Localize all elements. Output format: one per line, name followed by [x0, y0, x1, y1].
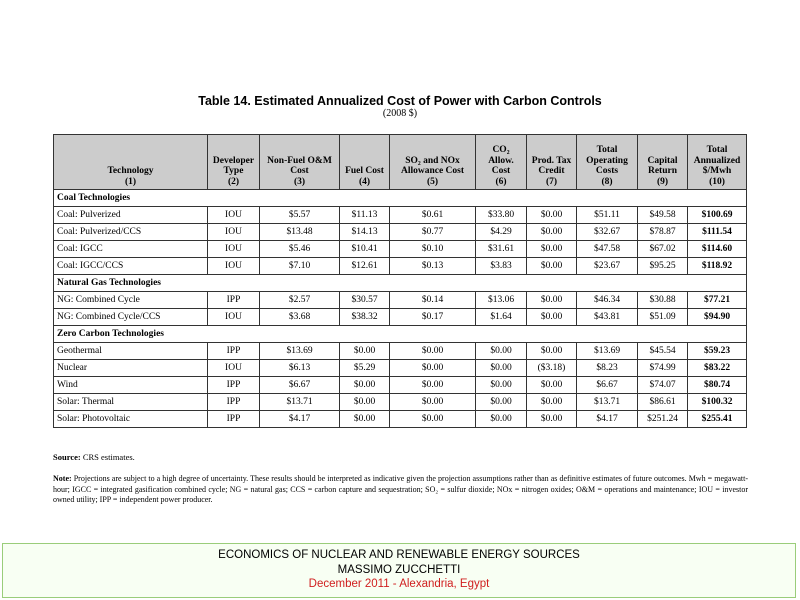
- table-cell: $0.00: [527, 343, 577, 360]
- table-cell: $13.71: [577, 394, 638, 411]
- table-cell: $0.00: [390, 411, 476, 428]
- table-row: [54, 224, 747, 241]
- table-cell: $7.10: [260, 258, 340, 275]
- table-row: [54, 241, 747, 258]
- table-title: Table 14. Estimated Annualized Cost of Power with Carbon Controls: [198, 94, 602, 108]
- header-cell: Total Annualized $/Mwh (10): [688, 135, 747, 190]
- technology-cell: Coal: Pulverized/CCS: [54, 224, 208, 241]
- table-cell: $0.61: [390, 207, 476, 224]
- table-row: [54, 394, 747, 411]
- table-cell: IOU: [208, 207, 260, 224]
- table-cell: $47.58: [577, 241, 638, 258]
- source-line: [53, 452, 135, 462]
- table-cell: $94.90: [688, 309, 747, 326]
- table-cell: $0.00: [340, 394, 390, 411]
- table-cell: $0.00: [527, 292, 577, 309]
- table-cell: $33.80: [476, 207, 527, 224]
- section-row: [54, 326, 747, 343]
- technology-cell: NG: Combined Cycle/CCS: [54, 309, 208, 326]
- header-row: [54, 135, 747, 190]
- table-cell: $4.17: [260, 411, 340, 428]
- table-cell: IOU: [208, 241, 260, 258]
- table-cell: $6.67: [577, 377, 638, 394]
- table-cell: $100.69: [688, 207, 747, 224]
- technology-cell: Nuclear: [54, 360, 208, 377]
- table-cell: $2.57: [260, 292, 340, 309]
- section-label: Natural Gas Technologies: [54, 275, 747, 292]
- source-text: CRS estimates.: [82, 452, 135, 462]
- table-cell: $30.57: [340, 292, 390, 309]
- table-subtitle: (2008 $): [382, 108, 418, 119]
- section-row: [54, 275, 747, 292]
- table-cell: $0.00: [527, 411, 577, 428]
- technology-cell: Wind: [54, 377, 208, 394]
- table-cell: $67.02: [638, 241, 688, 258]
- table-cell: $6.13: [260, 360, 340, 377]
- note-text: Projections are subject to a high degree of uncertainty. These results should be interpreted as indicative given the projection assumptions rather than as definitive estimates of future outcomes. Mwh = megawatt-hour; IGCC = integrated gasification combined cycle; NG = natural gas; CCS = carbon capture and sequestration; SO₂ = sulfur dioxide; NOx = nitrogen oxides; O&M = operations and maintenance; IOU = investor owned utility; IPP = independent power producer.: [53, 474, 749, 504]
- table-cell: $0.00: [527, 241, 577, 258]
- header-cell: Technology (1): [54, 135, 208, 190]
- table-cell: $0.00: [527, 309, 577, 326]
- table-cell: $11.13: [340, 207, 390, 224]
- table-cell: $74.07: [638, 377, 688, 394]
- technology-cell: Solar: Thermal: [54, 394, 208, 411]
- table-cell: $0.14: [390, 292, 476, 309]
- table-cell: $49.58: [638, 207, 688, 224]
- table-cell: $77.21: [688, 292, 747, 309]
- header-cell: Prod. Tax Credit (7): [527, 135, 577, 190]
- table-cell: $0.00: [390, 343, 476, 360]
- table-row: [54, 343, 747, 360]
- table-cell: IPP: [208, 292, 260, 309]
- table-cell: $0.00: [390, 377, 476, 394]
- header-cell: Fuel Cost (4): [340, 135, 390, 190]
- table-cell: IOU: [208, 309, 260, 326]
- table-cell: IOU: [208, 224, 260, 241]
- table-cell: $5.29: [340, 360, 390, 377]
- table-cell: IPP: [208, 377, 260, 394]
- cost-table: [53, 134, 747, 428]
- footer-date-location: December 2011 - Alexandria, Egypt: [308, 578, 490, 590]
- table-cell: $95.25: [638, 258, 688, 275]
- table-cell: $0.77: [390, 224, 476, 241]
- table-cell: $80.74: [688, 377, 747, 394]
- header-cell: SO₂ and NOx Allowance Cost (5): [390, 135, 476, 190]
- table-cell: $0.00: [527, 207, 577, 224]
- table-cell: IOU: [208, 360, 260, 377]
- table-cell: $3.83: [476, 258, 527, 275]
- table-cell: $3.68: [260, 309, 340, 326]
- note-paragraph: [53, 474, 748, 506]
- table-cell: $13.71: [260, 394, 340, 411]
- table-cell: $0.00: [476, 394, 527, 411]
- table-cell: $0.00: [476, 377, 527, 394]
- source-label: Source:: [53, 452, 81, 462]
- table-row: [54, 292, 747, 309]
- table-cell: IPP: [208, 343, 260, 360]
- table-cell: $114.60: [688, 241, 747, 258]
- table-row: [54, 258, 747, 275]
- table-cell: $6.67: [260, 377, 340, 394]
- table-cell: $0.00: [527, 258, 577, 275]
- table-row: [54, 309, 747, 326]
- section-label: Zero Carbon Technologies: [54, 326, 747, 343]
- footer-banner: [2, 543, 796, 598]
- technology-cell: Coal: IGCC: [54, 241, 208, 258]
- table-cell: $0.00: [340, 411, 390, 428]
- table-cell: IPP: [208, 411, 260, 428]
- table-cell: $14.13: [340, 224, 390, 241]
- table-row: [54, 207, 747, 224]
- table-body: [54, 190, 747, 428]
- table-cell: $38.32: [340, 309, 390, 326]
- table-cell: $23.67: [577, 258, 638, 275]
- technology-cell: NG: Combined Cycle: [54, 292, 208, 309]
- table-cell: $4.29: [476, 224, 527, 241]
- table-cell: $13.69: [260, 343, 340, 360]
- section-label: Coal Technologies: [54, 190, 747, 207]
- table-cell: $43.81: [577, 309, 638, 326]
- table-cell: $100.32: [688, 394, 747, 411]
- table-cell: $13.06: [476, 292, 527, 309]
- table-cell: $86.61: [638, 394, 688, 411]
- table-cell: $12.61: [340, 258, 390, 275]
- header-cell: Developer Type (2): [208, 135, 260, 190]
- table-cell: $1.64: [476, 309, 527, 326]
- table-cell: $0.00: [476, 343, 527, 360]
- title-block: [0, 94, 800, 120]
- table-cell: $78.87: [638, 224, 688, 241]
- table-cell: $0.00: [340, 377, 390, 394]
- table-cell: $0.10: [390, 241, 476, 258]
- table-cell: $45.54: [638, 343, 688, 360]
- table-cell: $13.48: [260, 224, 340, 241]
- technology-cell: Coal: IGCC/CCS: [54, 258, 208, 275]
- table-cell: $13.69: [577, 343, 638, 360]
- table-cell: $0.00: [527, 394, 577, 411]
- table-cell: $51.11: [577, 207, 638, 224]
- table-cell: $5.57: [260, 207, 340, 224]
- table-cell: $5.46: [260, 241, 340, 258]
- table-cell: IPP: [208, 394, 260, 411]
- table-cell: $0.17: [390, 309, 476, 326]
- table-cell: $0.00: [527, 377, 577, 394]
- table-cell: $74.99: [638, 360, 688, 377]
- table-cell: $51.09: [638, 309, 688, 326]
- table-cell: $0.00: [340, 343, 390, 360]
- table-cell: $0.00: [476, 360, 527, 377]
- table-cell: $0.00: [390, 360, 476, 377]
- table-cell: $111.54: [688, 224, 747, 241]
- table-cell: $4.17: [577, 411, 638, 428]
- table-cell: $59.23: [688, 343, 747, 360]
- table-cell: IOU: [208, 258, 260, 275]
- table-row: [54, 411, 747, 428]
- technology-cell: Coal: Pulverized: [54, 207, 208, 224]
- table-cell: $0.00: [527, 224, 577, 241]
- table-cell: ($3.18): [527, 360, 577, 377]
- table-cell: $0.13: [390, 258, 476, 275]
- header-cell: Total Operating Costs (8): [577, 135, 638, 190]
- table-cell: $0.00: [476, 411, 527, 428]
- header-cell: Non-Fuel O&M Cost (3): [260, 135, 340, 190]
- table-cell: $31.61: [476, 241, 527, 258]
- note-label: Note:: [53, 474, 72, 483]
- table-cell: $0.00: [390, 394, 476, 411]
- technology-cell: Geothermal: [54, 343, 208, 360]
- table-row: [54, 377, 747, 394]
- table-cell: $10.41: [340, 241, 390, 258]
- table-cell: $118.92: [688, 258, 747, 275]
- technology-cell: Solar: Photovoltaic: [54, 411, 208, 428]
- table-cell: $255.41: [688, 411, 747, 428]
- table-row: [54, 360, 747, 377]
- table-cell: $32.67: [577, 224, 638, 241]
- table-cell: $46.34: [577, 292, 638, 309]
- header-cell: CO₂ Allow. Cost (6): [476, 135, 527, 190]
- footer-author: MASSIMO ZUCCHETTI: [337, 563, 461, 576]
- footer-course-title: ECONOMICS OF NUCLEAR AND RENEWABLE ENERGY SOURCES: [218, 549, 580, 561]
- table-cell: $8.23: [577, 360, 638, 377]
- table-cell: $83.22: [688, 360, 747, 377]
- section-row: [54, 190, 747, 207]
- table-cell: $30.88: [638, 292, 688, 309]
- header-cell: Capital Return (9): [638, 135, 688, 190]
- table-cell: $251.24: [638, 411, 688, 428]
